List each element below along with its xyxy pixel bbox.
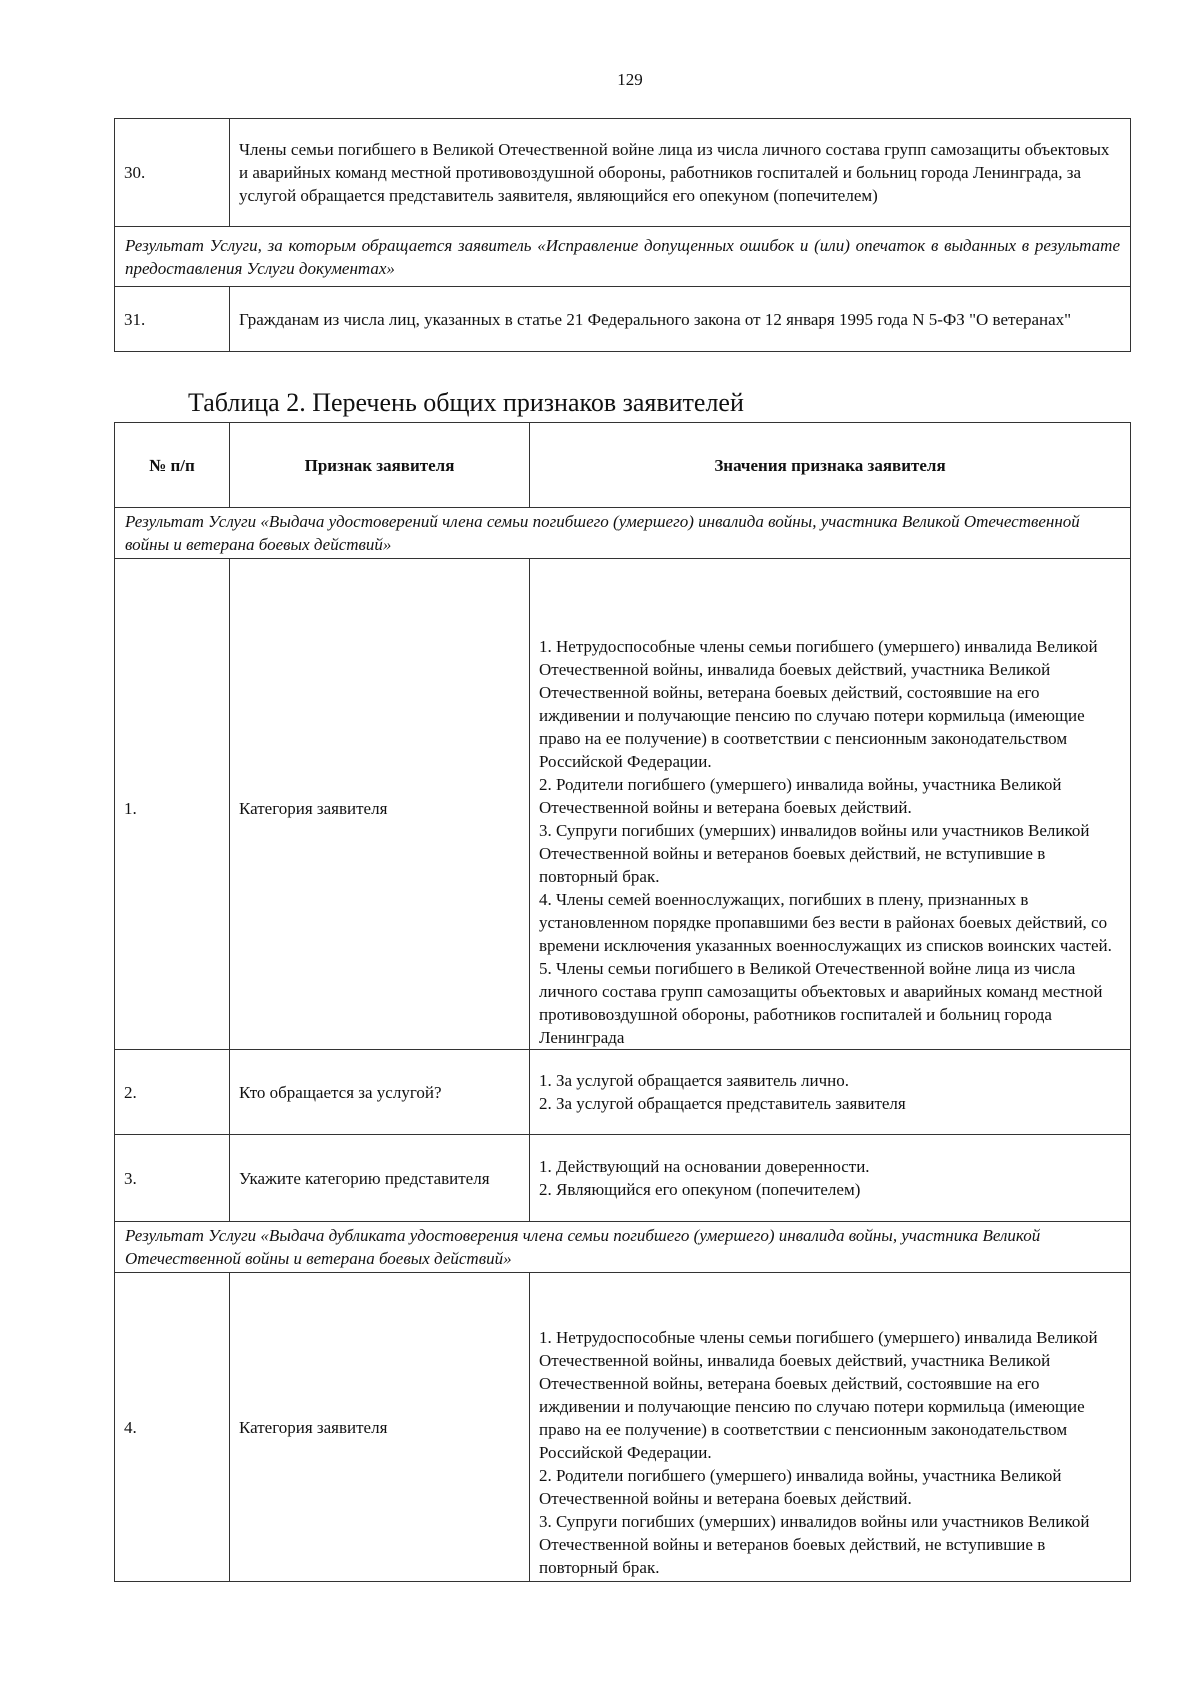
row-value: 1. Нетрудоспособные члены семьи погибшего (умершего) инвалида Великой Отечественной войны, инвалида боевых действий, участника Великой Отечественной войны, ветерана боевых действий, состоявшие на его иждивении и получающие пенсию по случаю потери кормильца (имеющие право на ее получение) в соответствии с пенсионным законодательством Российской Федерации. 2. Родители погибшего (умершего) инвалида войны, участника Великой Отечественной войны и ветерана боевых действий. 3. Супруги погибших (умерших) инвалидов войны или участников Великой Отечественной войны и ветеранов боевых действий, не вступившие в повторный брак. — [530, 1273, 1131, 1582]
row-number: 3. — [115, 1135, 230, 1222]
row-text: Члены семьи погибшего в Великой Отечественной войне лица из числа личного состава групп самозащиты объектовых и аварийных команд местной противовоздушной обороны, работников госпиталей и больниц города Ленинграда, за услугой обращается представитель заявителя, являющийся его опекуном (попечителем) — [230, 119, 1131, 227]
header-feature: Признак заявителя — [230, 423, 530, 508]
service-result-text: Результат Услуги «Выдача удостоверений члена семьи погибшего (умершего) инвалида войны, участника Великой Отечественной войны и ветерана боевых действий» — [115, 508, 1131, 559]
row-feature: Категория заявителя — [230, 1273, 530, 1582]
table-row — [115, 119, 1131, 227]
row-feature: Кто обращается за услугой? — [230, 1050, 530, 1135]
header-row — [115, 423, 1131, 508]
row-number: 1. — [115, 559, 230, 1050]
service-result-text: Результат Услуги «Выдача дубликата удостоверения члена семьи погибшего (умершего) инвалида войны, участника Великой Отечественной войны и ветерана боевых действий» — [115, 1222, 1131, 1273]
row-feature: Укажите категорию представителя — [230, 1135, 530, 1222]
table-row — [115, 1273, 1131, 1582]
header-value: Значения признака заявителя — [530, 423, 1131, 508]
applicants-table-continued — [114, 118, 1131, 352]
row-value: 1. Нетрудоспособные члены семьи погибшего (умершего) инвалида Великой Отечественной войны, инвалида боевых действий, участника Великой Отечественной войны, ветерана боевых действий, состоявшие на его иждивении и получающие пенсию по случаю потери кормильца (имеющие право на ее получение) в соответствии с пенсионным законодательством Российской Федерации. 2. Родители погибшего (умершего) инвалида войны, участника Великой Отечественной войны и ветерана боевых действий. 3. Супруги погибших (умерших) инвалидов войны или участников Великой Отечественной войны и ветеранов боевых действий, не вступившие в повторный брак. 4. Члены семей военнослужащих, погибших в плену, признанных в установленном порядке пропавшими без вести в районах боевых действий, со времени исключения указанных военнослужащих из списков воинских частей. 5. Члены семьи погибшего в Великой Отечественной войне лица из числа личного состава групп самозащиты объектовых и аварийных команд местной противовоздушной обороны, работников госпиталей и больниц города Ленинграда — [530, 559, 1131, 1050]
table-row — [115, 287, 1131, 352]
page-number: 129 — [617, 70, 643, 89]
table-title: Таблица 2. Перечень общих признаков заявителей — [188, 388, 744, 417]
row-value: 1. Действующий на основании доверенности. 2. Являющийся его опекуном (попечителем) — [530, 1135, 1131, 1222]
row-text: Гражданам из числа лиц, указанных в статье 21 Федерального закона от 12 января 1995 года N 5-ФЗ "О ветеранах" — [230, 287, 1131, 352]
table-row — [115, 559, 1131, 1050]
row-feature: Категория заявителя — [230, 559, 530, 1050]
applicant-features-table — [114, 422, 1131, 1582]
row-number: 2. — [115, 1050, 230, 1135]
row-value: 1. За услугой обращается заявитель лично. 2. За услугой обращается представитель заявителя — [530, 1050, 1131, 1135]
header-number: № п/п — [115, 423, 230, 508]
row-number: 4. — [115, 1273, 230, 1582]
result-row — [115, 1222, 1131, 1273]
row-number: 31. — [115, 287, 230, 352]
table-row — [115, 1050, 1131, 1135]
service-result-text: Результат Услуги, за которым обращается заявитель «Исправление допущенных ошибок и (или) опечаток в выданных в результате предоставления Услуги документах» — [115, 227, 1131, 287]
result-row — [115, 227, 1131, 287]
table-row — [115, 1135, 1131, 1222]
row-number: 30. — [115, 119, 230, 227]
result-row — [115, 508, 1131, 559]
